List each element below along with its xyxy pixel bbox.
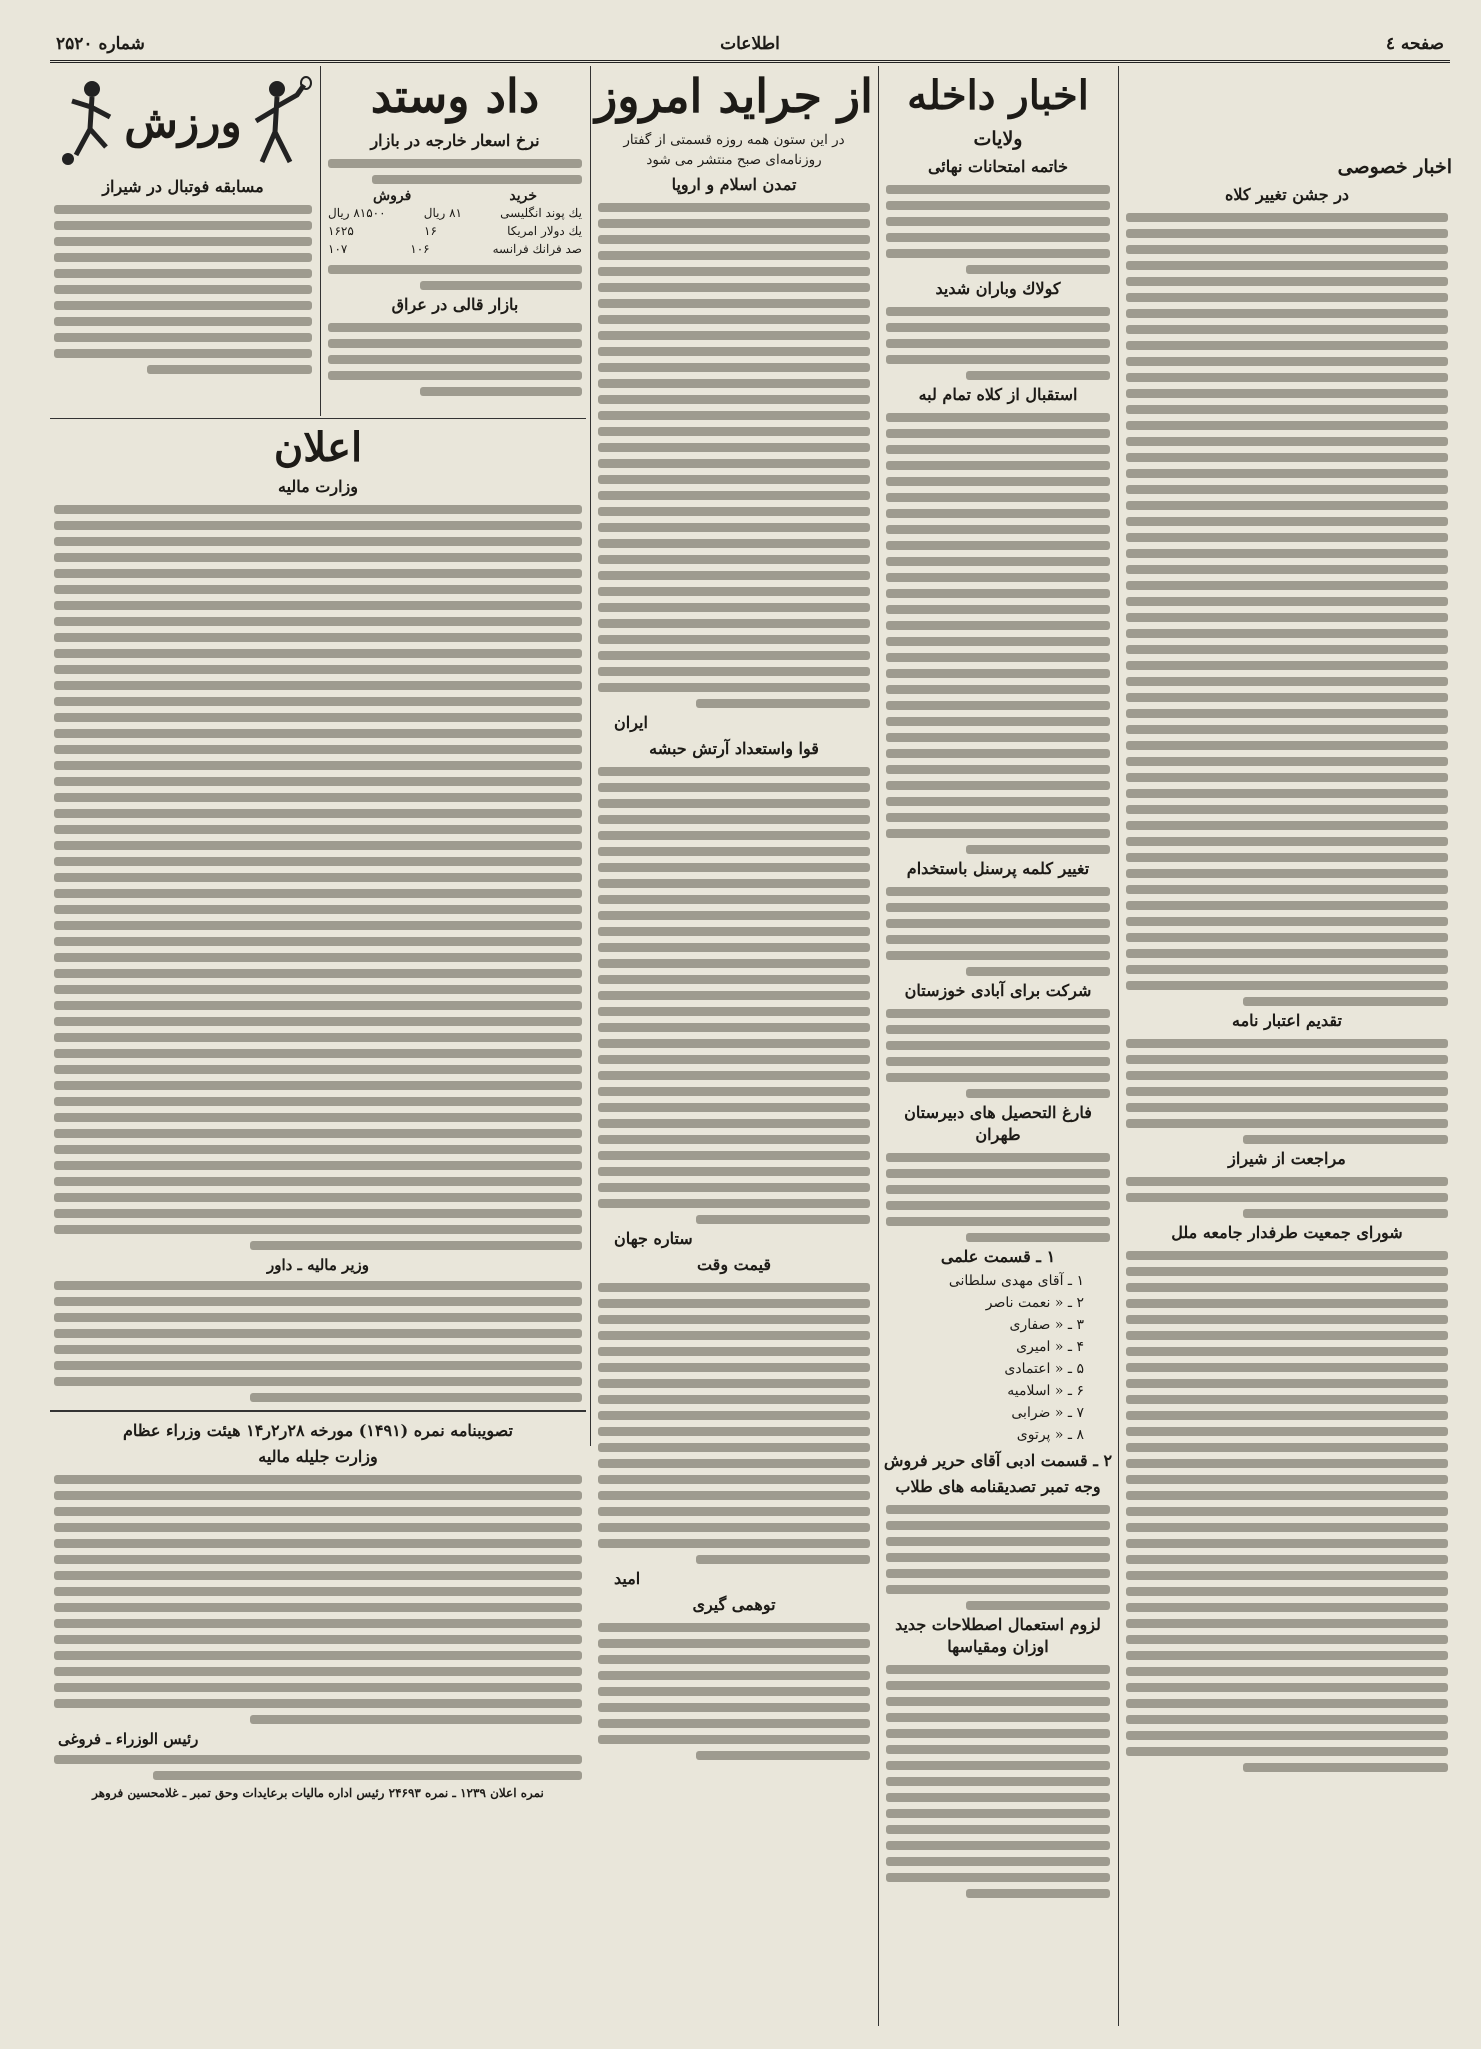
headline: بازار قالی در عراق — [391, 295, 519, 314]
source-label: ستاره جهان — [614, 1229, 693, 1248]
sport-column — [50, 66, 316, 416]
list-item: ۷ ـ « ضرابی — [1011, 1405, 1084, 1421]
press-review-column — [594, 66, 874, 1614]
source-label: امید — [614, 1569, 641, 1588]
column-header: خرید — [509, 188, 537, 204]
section-divider — [50, 1410, 586, 1412]
list-item: ۴ ـ « امیری — [1016, 1339, 1084, 1355]
list-item: ۶ ـ « اسلامیه — [1007, 1383, 1084, 1399]
headline: شورای جمعیت طرفدار جامعه ملل — [1171, 1223, 1403, 1242]
headline: مراجعت از شیراز — [1228, 1149, 1346, 1168]
headline: مسابقه فوتبال در شیراز — [102, 177, 264, 196]
article-text — [1122, 1039, 1452, 1144]
notice-footer: نمره اعلان ۱۲۳۹ ـ نمره ۲۴۶۹۳ رئیس اداره مالیات برعایدات وحق تمبر ـ غلامحسین فروهر — [92, 1786, 544, 1800]
masthead-title: اطلاعات — [720, 34, 780, 54]
headline: استقبال از کلاه تمام لبه — [918, 385, 1078, 404]
article-text — [1122, 1251, 1452, 1772]
section-title: از جرايد امروز — [595, 69, 873, 123]
list-item: ۸ ـ « پرتوی — [1016, 1427, 1084, 1443]
tennis-player-icon — [242, 77, 312, 167]
list-item: ۵ ـ « اعتمادی — [1004, 1361, 1084, 1377]
headline: خاتمه امتحانات نهائی — [927, 157, 1069, 176]
source-label: ایران — [614, 713, 648, 732]
headline: لزوم استعمال اصطلاحات جدید اوزان ومقیاسها — [895, 1615, 1101, 1656]
running-head — [50, 30, 1450, 63]
headline: قوا واستعداد آرتش حبشه — [649, 739, 819, 758]
list-item: ۱ ـ آقای مهدی سلطانی — [948, 1273, 1084, 1289]
headline: تصویبنامه نمره (۱۴۹۱) مورخه ۲۸ر۲ر۱۴ هیئت وزراء عظام — [122, 1421, 514, 1440]
table-row: صد فرانك فرانسه ۱۰۶ ۱۰۷ — [328, 242, 582, 256]
column-rule — [320, 66, 321, 416]
section-title: اخبار داخله — [907, 72, 1089, 119]
column-header: فروش — [373, 188, 412, 204]
section-label: اخبار خصوصی — [1337, 156, 1452, 178]
column-rule — [878, 66, 879, 2026]
issue-number: شماره ۲۵۲۰ — [56, 34, 145, 54]
headline: کولاك وباران شدید — [935, 279, 1061, 298]
headline: تغییر کلمه پرسنل باستخدام — [906, 859, 1090, 878]
signature: وزیر مالیه ـ داور — [266, 1256, 370, 1274]
section-title: ورزش — [124, 96, 242, 148]
signature: رئیس الوزراء ـ فروغی — [58, 1730, 199, 1748]
table-row: یك پوند انگلیسی ۸۱ ریال ۸۱۵۰۰ ریال — [328, 206, 582, 220]
headline: ۲ ـ قسمت ادبی آقای حریر فروش — [883, 1451, 1113, 1470]
headline: وزارت مالیه — [278, 477, 358, 496]
trade-column — [324, 66, 586, 416]
headline: وجه تمبر تصدیقنامه های طلاب — [895, 1477, 1101, 1496]
sport-masthead — [54, 72, 312, 172]
official-notices — [50, 424, 586, 2024]
article-text — [1122, 1177, 1452, 1218]
headline: قیمت وقت — [696, 1255, 772, 1274]
section-title: داد وستد — [370, 69, 540, 123]
football-player-icon — [54, 77, 124, 167]
headline: ۱ ـ قسمت علمی — [940, 1247, 1056, 1266]
headline: توهمی گیری — [692, 1595, 776, 1614]
graduates-list — [912, 1270, 1084, 1446]
section-subtitle: ولایات — [973, 128, 1023, 150]
section-title: اعلان — [273, 424, 363, 471]
section-intro: در این ستون همه روزه قسمتی از گفتار روزنامه‌ای صبح منتشر می شود — [623, 132, 845, 168]
table-row: یك دولار امریکا ۱۶ ۱۶۲۵ — [328, 224, 582, 238]
headline: فارغ التحصیل های دبیرستان طهران — [904, 1103, 1092, 1144]
domestic-news-column — [882, 66, 1114, 2026]
headline: وزارت جلیله مالیه — [258, 1447, 378, 1466]
headline: در جشن تغییر کلاه — [1224, 185, 1350, 204]
list-item: ۲ ـ « نعمت ناصر — [985, 1295, 1084, 1311]
section-divider — [50, 418, 586, 419]
private-news-column — [1122, 66, 1452, 2026]
rates-table — [328, 204, 582, 258]
page-number: صفحه ٤ — [1385, 34, 1444, 54]
headline: تقدیم اعتبار نامه — [1232, 1011, 1342, 1030]
column-rule — [590, 66, 591, 1446]
column-rule — [1118, 66, 1119, 2026]
rates-table-head — [324, 188, 586, 204]
article-text — [1122, 213, 1452, 1006]
headline: تمدن اسلام و اروپا — [671, 175, 797, 194]
headline: نرخ اسعار خارجه در بازار — [370, 131, 540, 150]
headline: شرکت برای آبادی خوزستان — [904, 981, 1092, 1000]
list-item: ۳ ـ « صفاری — [1009, 1317, 1084, 1333]
